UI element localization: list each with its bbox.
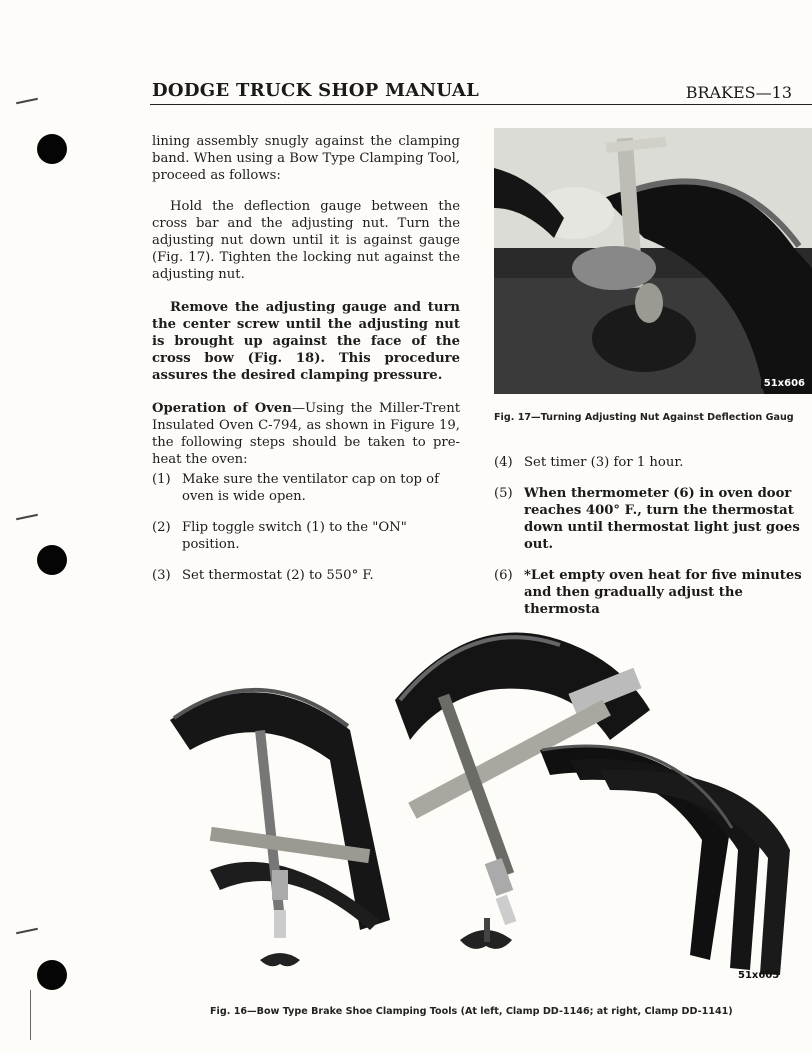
step-3 [152,567,460,584]
step-number: (6) [494,568,513,583]
fig16-photo [150,600,812,995]
right-steps [494,454,812,618]
step-number: (3) [152,568,171,583]
paragraph-deflection-gauge: Hold the deflection gauge between the cross bar and the adjusting nut. Turn the adjusting nut down until it is against gauge (Fig. 17). Tighten the locking nut against the adjusting nut. [152,199,460,282]
step-text: Make sure the ventilator cap on top of oven is wide open. [182,472,439,504]
step-number: (5) [494,486,513,501]
step-number: (2) [152,520,171,535]
left-steps [152,471,460,584]
binder-hole-bottom [37,960,67,990]
paragraph-oven [152,400,460,468]
margin-mark [16,928,38,935]
oven-body: —Using the Miller-Trent Insulated Oven C-794, as shown in Figure 19, the following steps should be taken to pre-heat the oven: [152,401,461,467]
step-1 [152,471,460,505]
step-text: Set thermostat (2) to 550° F. [182,568,374,583]
paragraph-lining: lining assembly snugly against the clamping band. When using a Bow Type Clamping Tool, proceed as follows: [152,134,460,183]
manual-title: DODGE TRUCK SHOP MANUAL [152,80,480,101]
step-number: (1) [152,472,171,487]
fig16-caption: Fig. 16—Bow Type Brake Shoe Clamping Tools (At left, Clamp DD-1146; at right, Clamp DD-1141) [210,1006,733,1017]
header-rule [150,104,812,105]
step-5 [494,485,812,553]
fig16-plate-id: 51x605 [738,970,780,981]
oven-heading: Operation of Oven [152,401,292,416]
step-number: (4) [494,455,513,470]
step-text: Flip toggle switch (1) to the "ON" position. [182,520,407,552]
step-text: *Let empty oven heat for five minutes and then gradually adjust the thermosta [524,568,802,617]
fig17-photo [494,128,812,394]
step-text: When thermometer (6) in oven door reaches 400° F., turn the thermostat down until thermostat light just goes out. [524,486,800,552]
binder-hole-top [37,134,67,164]
fig17-plate-id: 51x606 [761,378,808,389]
section-page: BRAKES—13 [685,83,792,102]
fig17-caption: Fig. 17—Turning Adjusting Nut Against Deflection Gaug [494,412,794,423]
left-column [152,133,460,468]
step-2 [152,519,460,553]
paragraph-remove-gauge: Remove the adjusting gauge and turn the center screw until the adjusting nut is brought up against the face of the cross bow (Fig. 18). This procedure assures the desired clamping pressure. [152,300,460,383]
binder-hole-middle [37,545,67,575]
margin-line [30,990,31,1040]
margin-mark [16,98,38,105]
step-text: Set timer (3) for 1 hour. [524,455,684,470]
margin-mark [16,514,38,521]
step-4 [494,454,812,471]
